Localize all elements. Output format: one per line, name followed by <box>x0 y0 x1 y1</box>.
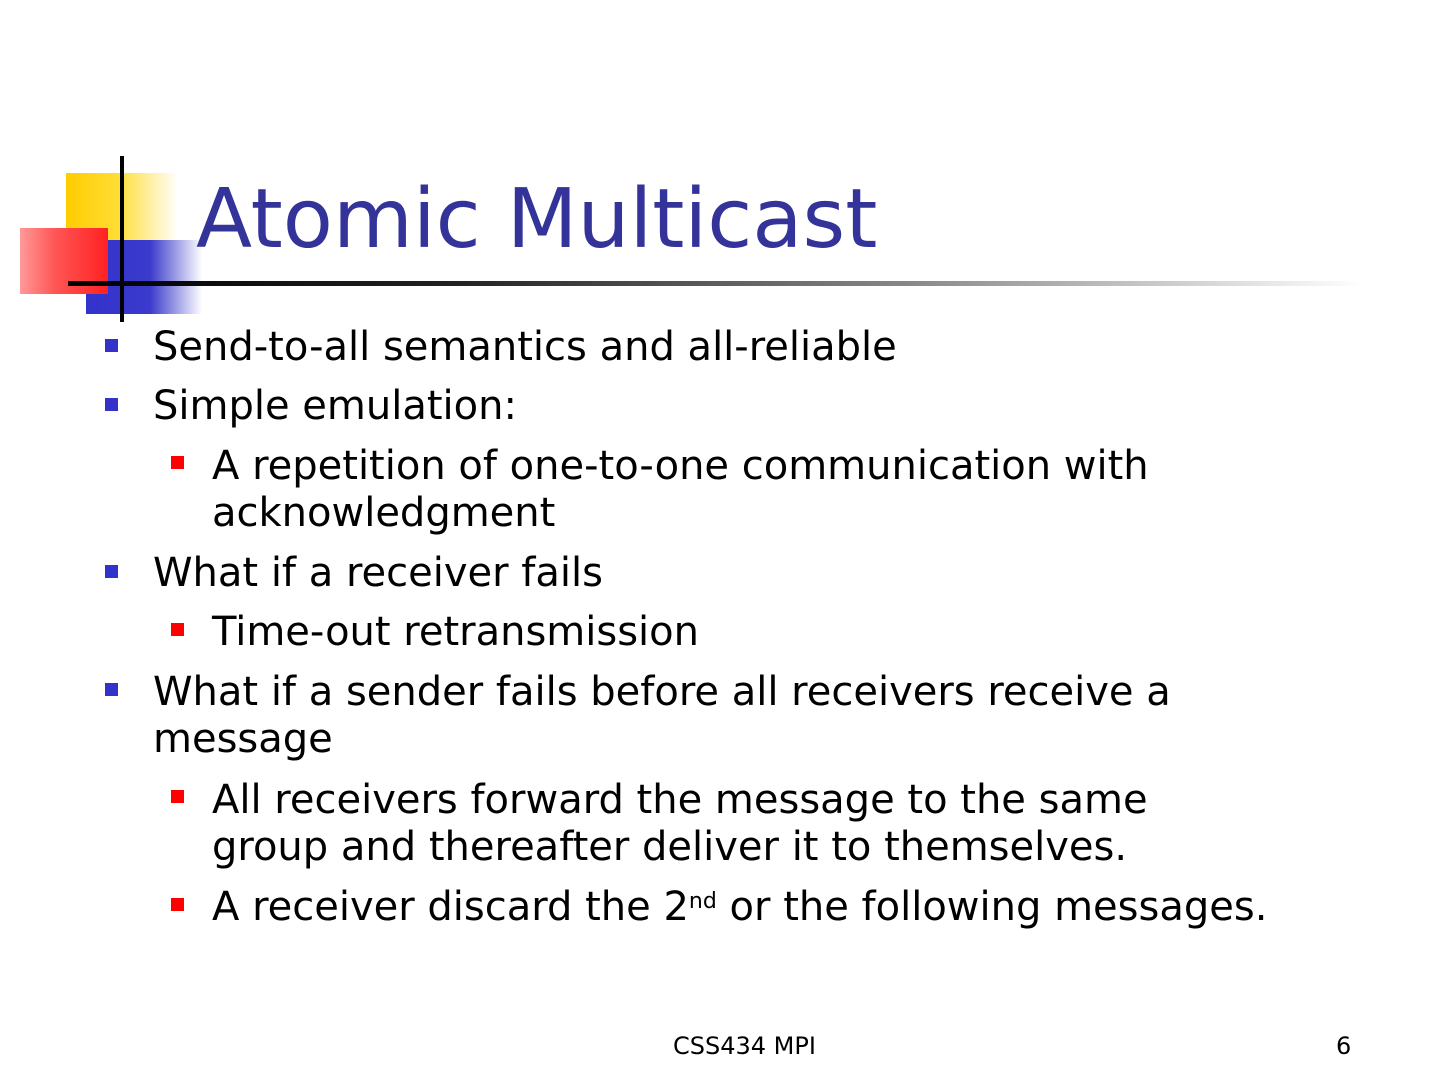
title-underline <box>68 281 1362 286</box>
bullet-text-line: message <box>153 716 333 762</box>
bullet-item <box>153 550 603 597</box>
ordinal-superscript: nd <box>688 889 717 914</box>
bullet-item <box>153 383 517 430</box>
bullet-marker <box>105 565 118 578</box>
sub-bullet-item <box>212 777 1148 871</box>
sub-bullet-marker <box>171 790 184 803</box>
sub-bullet-item <box>212 609 699 656</box>
sub-bullet-marker <box>171 623 184 636</box>
sub-bullet-item <box>212 884 1267 931</box>
sub-bullet-text-line: All receivers forward the message to the same <box>212 777 1148 823</box>
bullet-text: What if a receiver fails <box>153 550 603 596</box>
page-number: 6 <box>1336 1032 1352 1060</box>
sub-bullet-text: Time-out retransmission <box>212 609 699 655</box>
bullet-marker <box>105 339 118 352</box>
sub-bullet-marker <box>171 898 184 911</box>
bullet-marker <box>105 683 118 696</box>
sub-bullet-text-line: acknowledgment <box>212 490 556 536</box>
bullet-item <box>153 669 1171 763</box>
bullet-item <box>153 324 897 371</box>
sub-bullet-text: A receiver discard the 2 <box>212 884 689 930</box>
sub-bullet-text: or the following messages. <box>716 884 1268 930</box>
bullet-text: Simple emulation: <box>153 383 517 429</box>
sub-bullet-item <box>212 443 1149 537</box>
vertical-line-decoration <box>120 156 124 322</box>
sub-bullet-text-line: A repetition of one-to-one communication with <box>212 443 1149 489</box>
slide-title: Atomic Multicast <box>196 172 878 267</box>
sub-bullet-marker <box>171 456 184 469</box>
bullet-marker <box>105 398 118 411</box>
sub-bullet-text-line: group and thereafter deliver it to themselves. <box>212 824 1128 870</box>
footer-course-label: CSS434 MPI <box>673 1032 816 1060</box>
bullet-text-line: What if a sender fails before all receivers receive a <box>153 669 1171 715</box>
bullet-text: Send-to-all semantics and all-reliable <box>153 324 897 370</box>
